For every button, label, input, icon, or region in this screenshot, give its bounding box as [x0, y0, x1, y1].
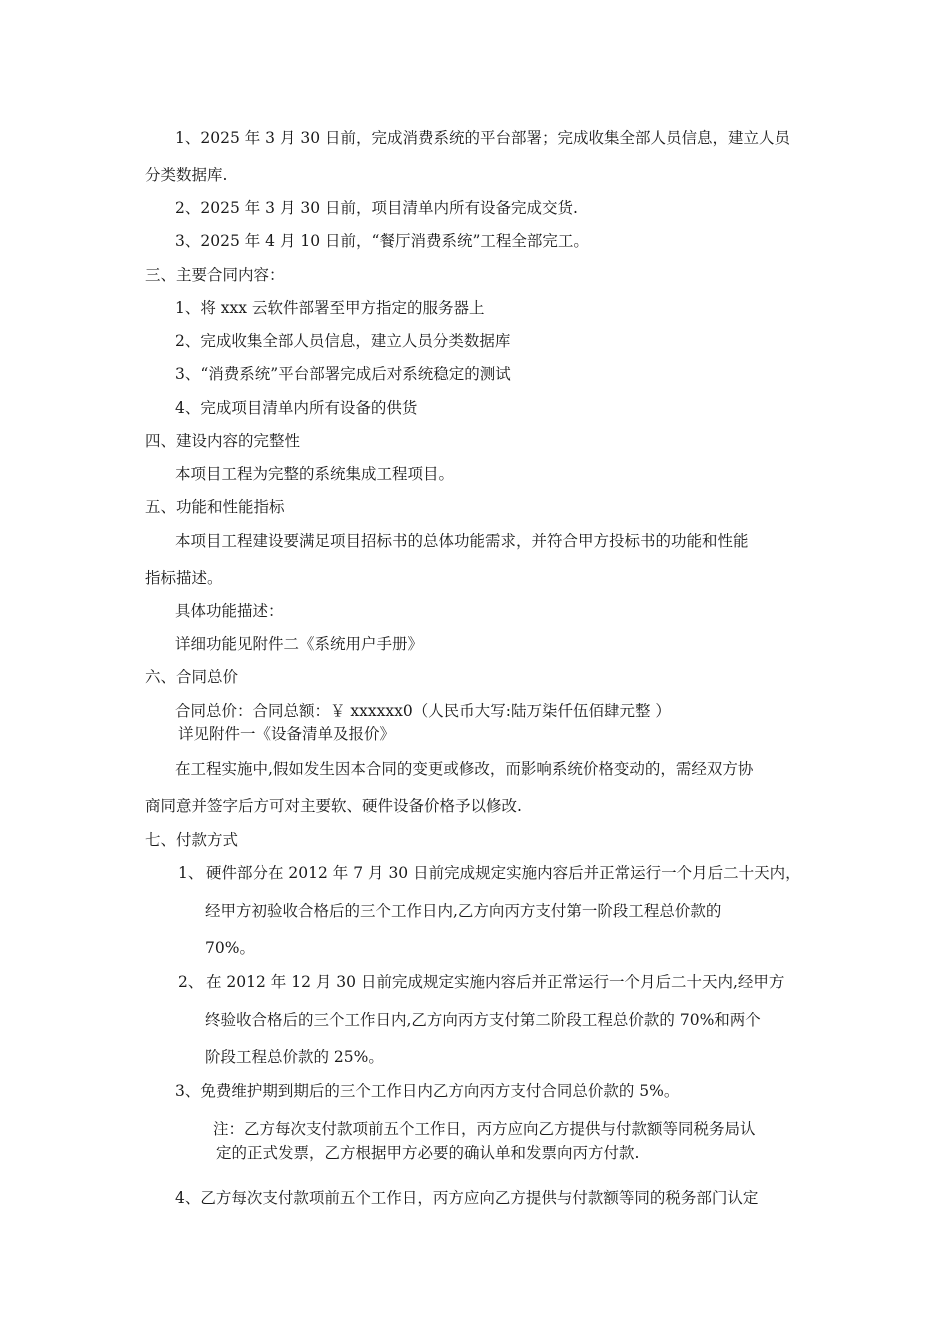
section-5-body-line-1: 本项目工程建设要满足项目招标书的总体功能需求，并符合甲方投标书的功能和性能	[175, 532, 749, 550]
schedule-item-2: 2、2025 年 3 月 30 日前，项目清单内所有设备完成交货.	[175, 199, 578, 217]
section-4-heading: 四、建设内容的完整性	[145, 432, 301, 450]
section-5-heading: 五、功能和性能指标	[145, 498, 285, 516]
payment-item-2-number: 2、	[178, 973, 204, 991]
payment-note-line-2: 定的正式发票，乙方根据甲方必要的确认单和发票向丙方付款.	[216, 1144, 640, 1162]
payment-item-4: 4、乙方每次支付款项前五个工作日，丙方应向乙方提供与付款额等同的税务部门认定	[175, 1189, 759, 1207]
payment-item-1-number: 1、	[178, 864, 204, 882]
section-6-heading: 六、合同总价	[145, 668, 239, 686]
payment-item-2-line-1	[178, 972, 784, 992]
section-4-body: 本项目工程为完整的系统集成工程项目。	[175, 465, 455, 483]
payment-item-1-line-2: 经甲方初验收合格后的三个工作日内,乙方向丙方支付第一阶段工程总价款的	[205, 902, 722, 920]
section-6-note-line-2: 商同意并签字后方可对主要软、硬件设备价格予以修改.	[145, 797, 522, 815]
section-3-item-1: 1、将 xxx 云软件部署至甲方指定的服务器上	[175, 299, 485, 317]
payment-item-1-line-3: 70%。	[205, 939, 255, 957]
section-3-item-4: 4、完成项目清单内所有设备的供货	[175, 399, 418, 417]
section-3-heading: 三、主要合同内容：	[145, 266, 285, 284]
section-6-note-line-1: 在工程实施中,假如发生因本合同的变更或修改，而影响系统价格变动的，需经双方协	[175, 760, 754, 778]
section-5-sub-1: 具体功能描述：	[175, 602, 284, 620]
payment-item-2-line-3: 阶段工程总价款的 25%。	[205, 1048, 384, 1066]
section-5-body-line-2: 指标描述。	[145, 569, 223, 587]
schedule-item-3: 3、2025 年 4 月 10 日前，“餐厅消费系统”工程全部完工。	[175, 232, 589, 250]
section-7-heading: 七、付款方式	[145, 831, 239, 849]
payment-item-1-line-1	[178, 863, 801, 883]
payment-item-1-text: 硬件部分在 2012 年 7 月 30 日前完成规定实施内容后并正常运行一个月后二十天内，	[206, 864, 801, 882]
section-6-ref: 详见附件一《设备清单及报价》	[178, 725, 396, 743]
payment-item-2-line-2: 终验收合格后的三个工作日内,乙方向丙方支付第二阶段工程总价款的 70%和两个	[205, 1011, 761, 1029]
payment-item-2-text: 在 2012 年 12 月 30 日前完成规定实施内容后并正常运行一个月后二十天内,经甲方	[206, 973, 785, 991]
schedule-item-1-line-2: 分类数据库.	[145, 166, 228, 184]
section-6-price: 合同总价：合同总额：￥ xxxxxx0（人民币大写:陆万柒仟伍佰肆元整 ）	[175, 702, 671, 720]
section-5-sub-2: 详细功能见附件二《系统用户手册》	[175, 635, 424, 653]
schedule-item-1-line-1: 1、2025 年 3 月 30 日前，完成消费系统的平台部署；完成收集全部人员信息，建立人员	[175, 129, 791, 147]
payment-item-3: 3、免费维护期到期后的三个工作日内乙方向丙方支付合同总价款的 5%。	[175, 1082, 680, 1100]
section-3-item-3: 3、“消费系统”平台部署完成后对系统稳定的测试	[175, 365, 511, 383]
section-3-item-2: 2、完成收集全部人员信息，建立人员分类数据库	[175, 332, 511, 350]
payment-note-line-1: 注：乙方每次支付款项前五个工作日，丙方应向乙方提供与付款额等同税务局认	[213, 1120, 756, 1138]
